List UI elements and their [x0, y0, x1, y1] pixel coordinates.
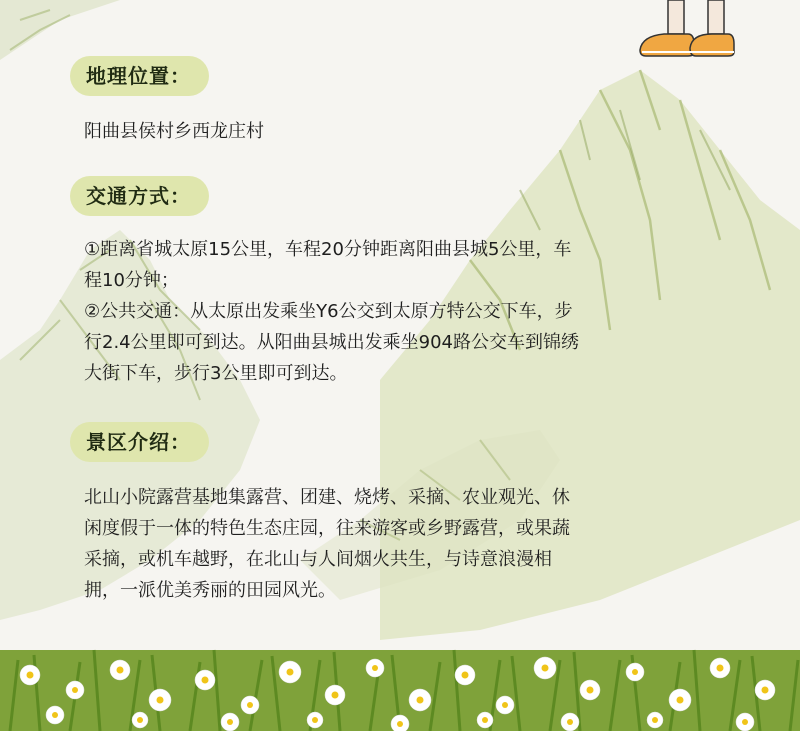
text-line: 拥，一派优美秀丽的田园风光。	[84, 580, 336, 601]
text-line: 阳曲县侯村乡西龙庄村	[84, 121, 264, 142]
text-line: ②公共交通：从太原出发乘坐Y6公交到太原方特公交下车，步	[84, 301, 573, 322]
text-line: 闲度假于一体的特色生态庄园，往来游客或乡野露营，或果蔬	[84, 518, 570, 539]
text-line: 行2.4公里即可到达。从阳曲县城出发乘坐904路公交车到锦绣	[84, 332, 579, 353]
text-line: ①距离省城太原15公里，车程20分钟距离阳曲县城5公里，车	[84, 239, 572, 260]
section-heading-location: 地理位置：	[70, 56, 209, 96]
text-line: 大街下车，步行3公里即可到达。	[84, 363, 348, 384]
intro-text	[84, 482, 724, 606]
text-line: 北山小院露营基地集露营、团建、烧烤、采摘、农业观光、休	[84, 487, 570, 508]
text-line: 程10分钟；	[84, 270, 179, 291]
transport-text	[84, 234, 724, 389]
text-line: 采摘，或机车越野，在北山与人间烟火共生，与诗意浪漫相	[84, 549, 552, 570]
section-heading-transport: 交通方式：	[70, 176, 209, 216]
section-heading-intro: 景区介绍：	[70, 422, 209, 462]
location-text	[84, 116, 724, 147]
